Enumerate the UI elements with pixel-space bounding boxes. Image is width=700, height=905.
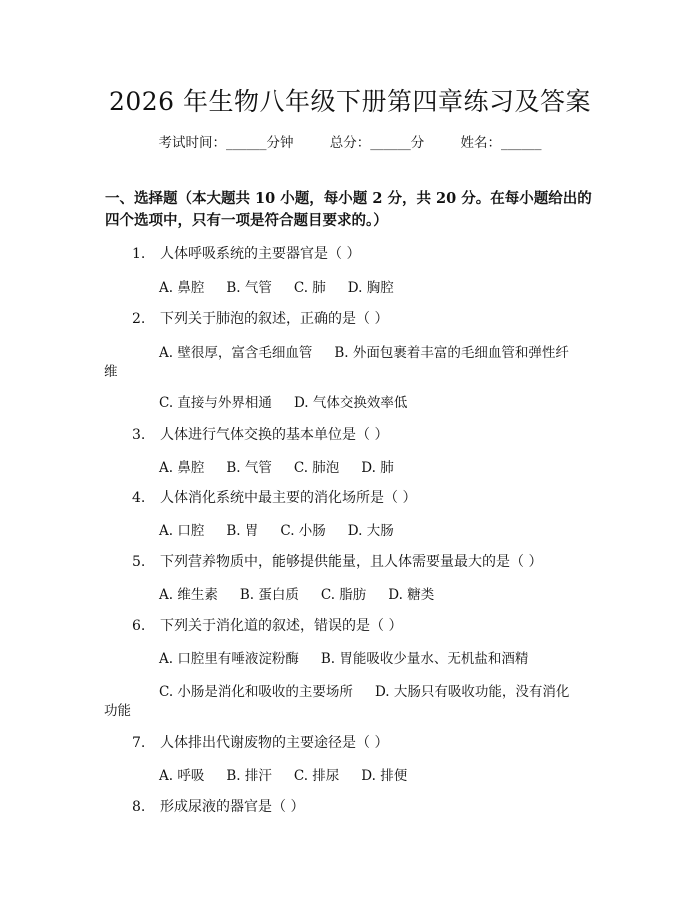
option-b: B. 胃能吸收少量水、无机盐和酒精 [320, 651, 529, 667]
question-text: 下列营养物质中，能够提供能量，且人体需要量最大的是（ ） [160, 554, 543, 570]
option-a: A. 口腔 [159, 523, 205, 539]
page-title: 2026 年生物八年级下册第四章练习及答案 [108, 87, 592, 116]
option-b: B. 外面包裹着丰富的毛细血管和弹性纤 [334, 345, 569, 361]
option-c: C. 肺 [293, 280, 326, 296]
options-2-row1 [159, 341, 591, 361]
question-5 [132, 551, 542, 571]
option-a: A. 壁很厚，富含毛细血管 [159, 345, 313, 361]
question-1 [132, 243, 360, 263]
option-a: A. 鼻腔 [159, 280, 205, 296]
question-text: 人体呼吸系统的主要器官是（ ） [160, 246, 361, 262]
options-3 [159, 456, 416, 476]
options-2-row2 [159, 391, 429, 411]
question-4 [132, 487, 416, 507]
option-b: B. 蛋白质 [239, 587, 299, 603]
question-8 [132, 796, 304, 816]
option-a: A. 维生素 [159, 587, 218, 603]
question-text: 人体消化系统中最主要的消化场所是（ ） [160, 490, 417, 506]
option-a: A. 口腔里有唾液淀粉酶 [159, 651, 299, 667]
option-d: D. 糖类 [388, 587, 435, 603]
options-5 [159, 583, 456, 603]
exam-time: 考试时间：______分钟 [158, 135, 294, 151]
options-4 [159, 519, 416, 539]
question-number: 5. [132, 554, 146, 570]
question-text: 形成尿液的器官是（ ） [160, 799, 305, 815]
question-3 [132, 424, 388, 444]
exam-meta [0, 131, 700, 151]
option-c: C. 肺泡 [293, 460, 340, 476]
option-c: C. 排尿 [293, 768, 340, 784]
option-d: D. 肺 [361, 460, 394, 476]
options-1 [159, 276, 416, 296]
question-number: 2. [132, 311, 146, 327]
option-d: D. 气体交换效率低 [293, 395, 408, 411]
question-number: 6. [132, 618, 146, 634]
option-d-continuation: 功能 [104, 703, 131, 719]
question-text: 下列关于消化道的叙述，错误的是（ ） [160, 618, 403, 634]
question-number: 1. [132, 246, 146, 262]
option-b: B. 胃 [226, 523, 259, 539]
option-a: A. 呼吸 [159, 768, 205, 784]
question-number: 4. [132, 490, 146, 506]
option-b: B. 气管 [226, 460, 272, 476]
option-d: D. 大肠 [347, 523, 394, 539]
question-text: 人体排出代谢废物的主要途径是（ ） [160, 735, 389, 751]
question-text: 下列关于肺泡的叙述，正确的是（ ） [160, 311, 389, 327]
option-b-continuation: 维 [104, 364, 118, 380]
question-number: 3. [132, 427, 146, 443]
question-2 [132, 308, 388, 328]
question-number: 7. [132, 735, 146, 751]
question-text: 人体进行气体交换的基本单位是（ ） [160, 427, 389, 443]
option-c: C. 小肠是消化和吸收的主要场所 [159, 684, 353, 700]
option-c: C. 直接与外界相通 [159, 395, 272, 411]
options-6-row1 [159, 647, 550, 667]
student-name: 姓名：______ [460, 135, 542, 151]
option-c: C. 小肠 [280, 523, 326, 539]
option-c: C. 脂肪 [320, 587, 367, 603]
section-heading: 一、选择题（本大题共 10 小题，每小题 2 分，共 20 分。在每小题给出的四个选项中，只有一项是符合题目要求的。） [105, 190, 592, 229]
question-7 [132, 732, 388, 752]
option-b: B. 排汗 [226, 768, 272, 784]
option-d: D. 大肠只有吸收功能，没有消化 [374, 684, 570, 700]
question-6 [132, 615, 402, 635]
option-d: D. 胸腔 [347, 280, 394, 296]
question-number: 8. [132, 799, 146, 815]
total-score: 总分：______分 [329, 135, 425, 151]
option-a: A. 鼻腔 [159, 460, 205, 476]
option-b: B. 气管 [226, 280, 272, 296]
options-6-row2 [159, 680, 591, 700]
options-7 [159, 764, 429, 784]
option-d: D. 排便 [361, 768, 408, 784]
